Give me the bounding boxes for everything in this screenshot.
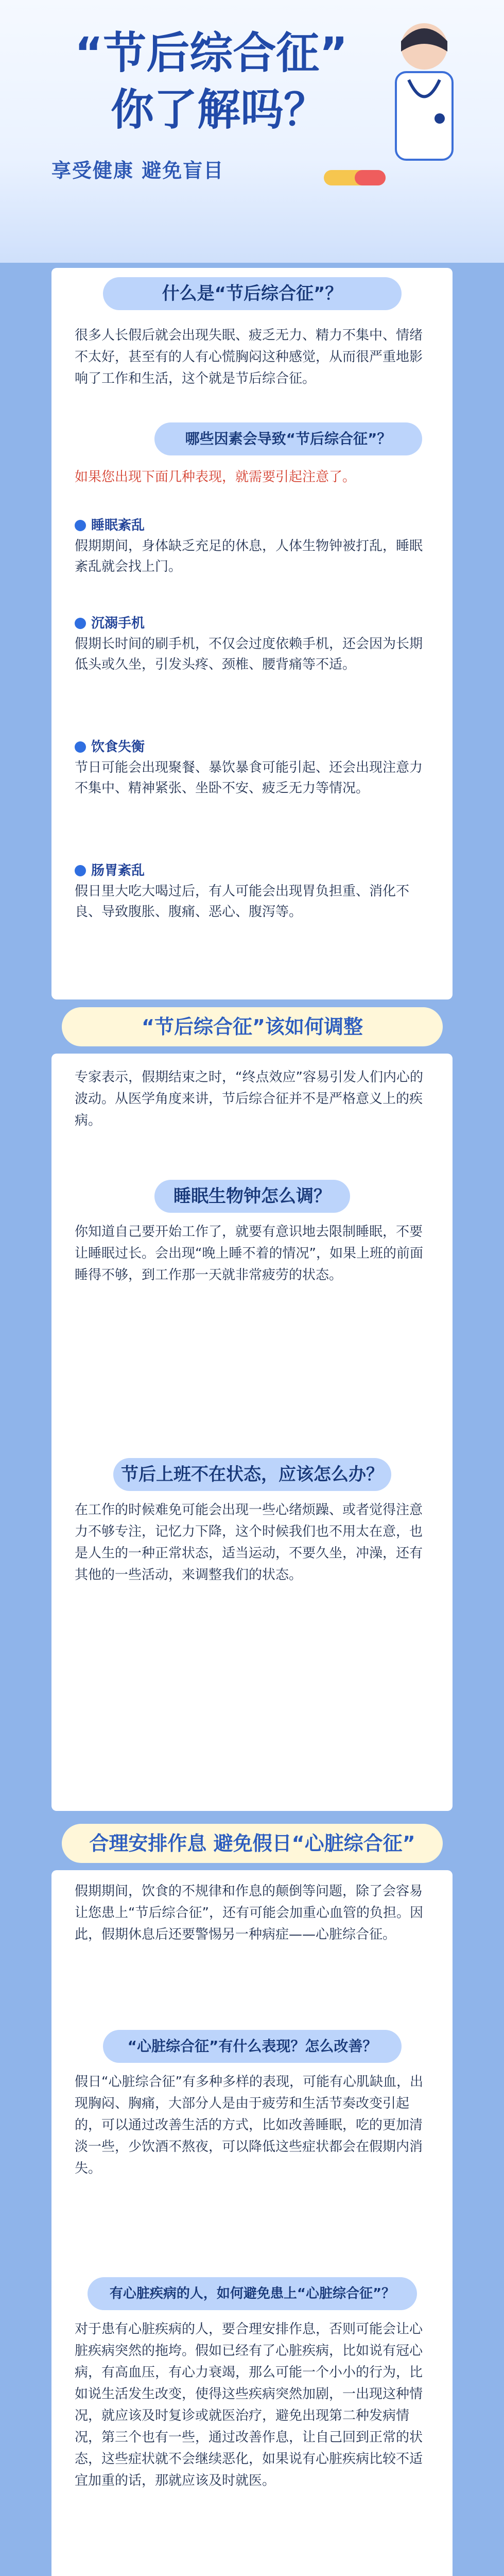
section-3-title: 合理安排作息 避免假日“心脏综合征” <box>62 1824 443 1863</box>
factor-phone-title: 沉溺手机 <box>91 616 145 631</box>
section-2-intro: 专家表示，假期结束之时，“终点效应”容易引发人们内心的波动。从医学角度来讲，节后综合征并不是严格意义上的疾病。 <box>75 1070 423 1128</box>
heart-banner-2: 有心脏疾病的人，如何避免患上“心脏综合征”？ <box>88 2277 417 2310</box>
factor-sleep <box>75 515 430 603</box>
subtitle: 享受健康 避免盲目 <box>51 159 224 182</box>
section-2-title: “节后综合征”该如何调整 <box>62 1007 443 1046</box>
section-1-banner: 什么是“节后综合征”？ <box>103 277 402 310</box>
section-3-intro: 假期期间，饮食的不规律和作息的颠倒等问题，除了会容易让您患上“节后综合征”，还有可能会加重心血管的负担。因此，假期休息后还要警惕另一种病症——心脏综合征。 <box>75 1884 423 1942</box>
factor-phone-text: 假期长时间的刷手机，不仅会过度依赖手机，还会因为长期低头或久坐，引发头疼、颈椎、腰背痛等不适。 <box>75 636 423 672</box>
factor-phone <box>75 613 430 721</box>
factor-stomach-title: 肠胃紊乱 <box>91 863 145 878</box>
factor-sleep-text: 假期期间，身体缺乏充足的休息，人体生物钟被打乱，睡眠紊乱就会找上门。 <box>75 538 423 574</box>
sleep-banner: 睡眠生物钟怎么调？ <box>154 1180 350 1213</box>
factor-stomach <box>75 860 430 974</box>
sleep-text: 你知道自己要开始工作了，就要有意识地去限制睡眠，不要让睡眠过长。会出现“晚上睡不着的情况”，如果上班的前面睡得不够，到工作那一天就非常疲劳的状态。 <box>75 1224 423 1283</box>
factor-stomach-text: 假日里大吃大喝过后，有人可能会出现胃负担重、消化不良、导致腹胀、腹痛、恶心、腹泻等。 <box>75 884 410 920</box>
bowl-icon <box>75 741 86 753</box>
section-1-question-text: 如果您出现下面几种表现，就需要引起注意了。 <box>75 469 356 485</box>
stomach-icon <box>75 865 86 876</box>
section-1-question-banner: 哪些因素会导致“节后综合征”？ <box>154 422 422 455</box>
holiday-banner: 节后上班不在状态，应该怎么办？ <box>113 1458 391 1491</box>
heart-banner: “心脏综合征”有什么表现？怎么改善？ <box>103 2030 402 2063</box>
phone-icon <box>75 618 86 629</box>
clock-icon <box>75 520 86 531</box>
title-line-1: “节后综合征” <box>75 28 348 78</box>
section-1-intro: 很多人长假后就会出现失眠、疲乏无力、精力不集中、情绪不太好，甚至有的人有心慌胸闷这种感觉，从而很严重地影响了工作和生活，这个就是节后综合征。 <box>75 328 423 386</box>
holiday-text: 在工作的时候难免可能会出现一些心绪烦躁、或者觉得注意力不够专注，记忆力下降，这个时候我们也不用太在意，也是人生的一种正常状态，适当运动，不要久坐，冲澡，还有其他的一些活动，来调整我们的状态。 <box>75 1502 423 1583</box>
pill-icon <box>324 170 386 185</box>
factor-diet <box>75 737 430 845</box>
factor-sleep-title: 睡眠紊乱 <box>91 518 145 533</box>
heart-text-2: 对于患有心脏疾病的人，要合理安排作息，否则可能会让心脏疾病突然的拖垮。假如已经有了心脏疾病，比如说有冠心病，有高血压，有心力衰竭，那么可能一个小小的行为，比如说生活发生改变，使得这些疾病突然加剧，一出现这种情况，就应该及时复诊或就医治疗，避免出现第二种发病情况，第三个也有一些，通过改善作息，让自己回到正常的状态，这些症状就不会继续恶化，如果说有心脏疾病比较不适宜加重的话，那就应该及时就医。 <box>75 2321 423 2488</box>
factor-diet-text: 节日可能会出现聚餐、暴饮暴食可能引起、还会出现注意力不集中、精神紧张、坐卧不安、疲乏无力等情况。 <box>75 760 423 796</box>
header <box>0 0 504 263</box>
doctor-illustration-icon <box>365 15 483 170</box>
title-line-2: 你了解吗？ <box>111 84 327 135</box>
factor-diet-title: 饮食失衡 <box>91 739 145 755</box>
heart-text: 假日“心脏综合征”有多种多样的表现，可能有心肌缺血，出现胸闷、胸痛，大部分人是由于疲劳和生活节奏改变引起的，可以通过改善生活的方式，比如改善睡眠，吃的更加清淡一些，少饮酒不熬夜，可以降低这些症状都会在假期内消失。 <box>75 2074 423 2176</box>
